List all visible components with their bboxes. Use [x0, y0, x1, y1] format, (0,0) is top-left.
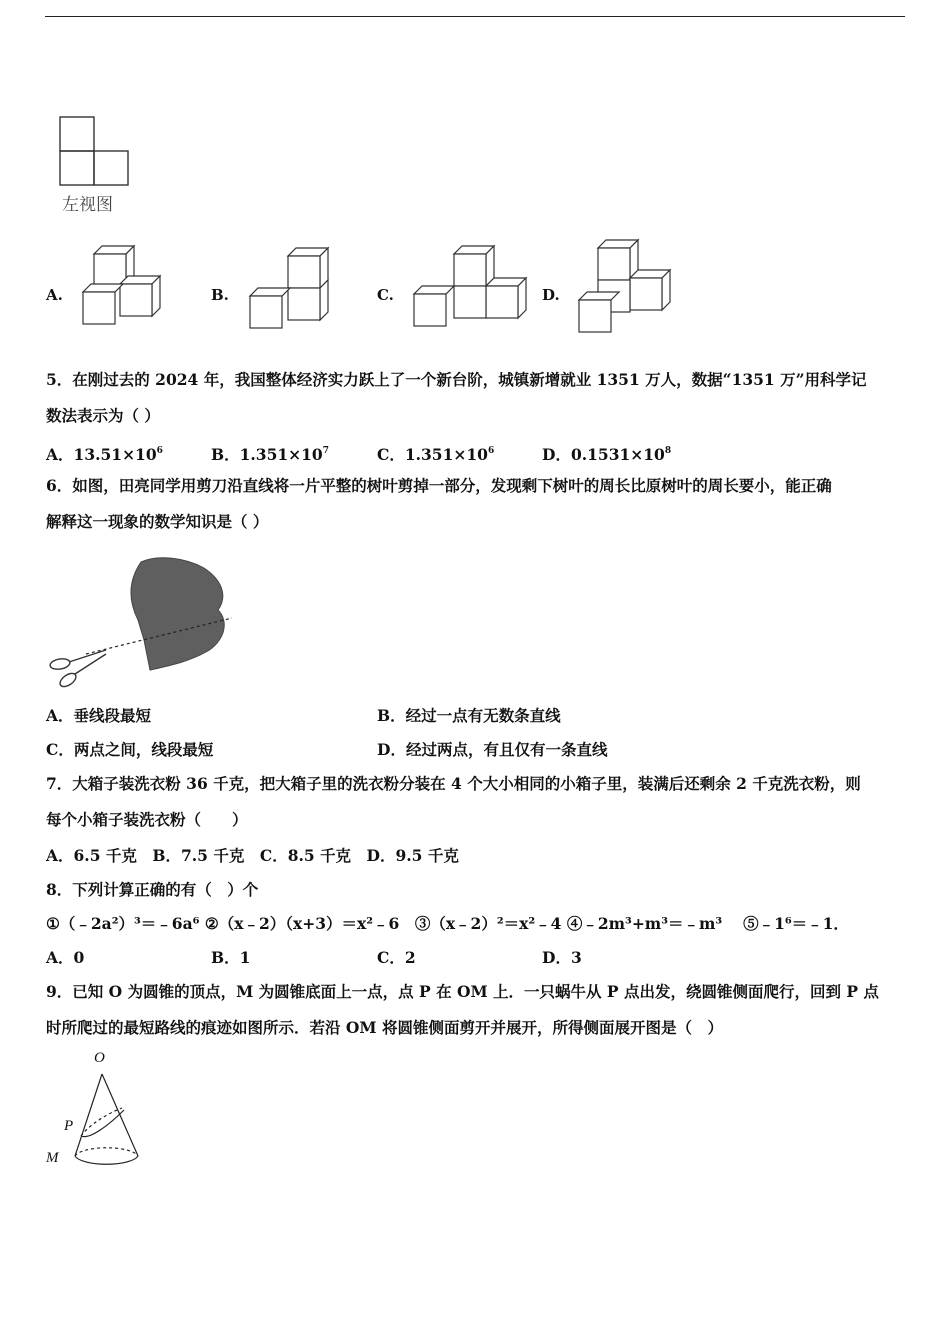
q4-option-a-label: A.	[46, 286, 63, 304]
q4-option-a-figure	[78, 240, 170, 332]
q6-option-a: A．垂线段最短	[46, 706, 152, 725]
cone-label-p: P	[64, 1118, 74, 1134]
q7-options: A．6.5 千克 B．7.5 千克 C．8.5 千克 D．9.5 千克	[46, 846, 459, 865]
scissors-icon	[49, 650, 106, 689]
q8-option-a: A．0	[46, 948, 85, 967]
q7-stem-line1: 7．大箱子装洗衣粉 36 千克，把大箱子里的洗衣粉分装在 4 个大小相同的小箱子里，装满后还剩余 2 千克洗衣粉，则	[46, 774, 861, 793]
q4-option-b-figure	[244, 244, 336, 334]
q8-stem: 8．下列计算正确的有（ ）个	[46, 880, 259, 899]
q4-option-d-figure	[574, 236, 674, 334]
header-rule	[45, 16, 905, 17]
left-view-figure	[55, 112, 135, 192]
q9-stem-line1: 9．已知 O 为圆锥的顶点，M 为圆锥底面上一点，点 P 在 OM 上．一只蜗牛从 P 点出发，绕圆锥侧面爬行，回到 P 点	[46, 982, 879, 1001]
q4-option-c-figure	[409, 242, 529, 332]
q5-option-d: D．$0.1531\times 10^8$	[542, 445, 672, 464]
q4-option-c-label: C.	[377, 286, 394, 304]
q9-stem-line2: 时所爬过的最短路线的痕迹如图所示．若沿 OM 将圆锥侧面剪开并展开，所得侧面展开图是（ ）	[46, 1018, 723, 1037]
leaf-scissors-figure	[46, 552, 236, 692]
q4-option-b-label: B.	[211, 286, 229, 304]
q6-stem-line2: 解释这一现象的数学知识是（ ）	[46, 512, 269, 531]
cone-label-o: O	[94, 1050, 105, 1066]
q5-option-b: B．$1.351\times 10^7$	[211, 445, 329, 464]
q5-stem-line2: 数法表示为（ ）	[46, 406, 160, 425]
left-view-caption: 左视图	[62, 195, 113, 215]
q8-option-b: B．1	[211, 948, 251, 967]
cone-label-m: M	[46, 1150, 59, 1166]
q4-option-d-label: D.	[542, 286, 560, 304]
q5-stem-line1: 5．在刚过去的 2024 年，我国整体经济实力跃上了一个新台阶，城镇新增就业 1351 万人，数据“1351 万”用科学记	[46, 370, 867, 389]
leaf-shape	[131, 558, 224, 670]
q6-stem-line1: 6．如图，田亮同学用剪刀沿直线将一片平整的树叶剪掉一部分，发现剩下树叶的周长比原树叶的周长要小，能正确	[46, 476, 832, 495]
cone-figure	[60, 1066, 150, 1174]
q8-option-c: C．2	[377, 948, 416, 967]
q6-option-b: B．经过一点有无数条直线	[377, 706, 561, 725]
q8-items: ①（﹣2a²）³＝﹣6a⁶ ②（x﹣2）（x+3）＝x²﹣6 ③（x﹣2）²＝x²﹣4 ④﹣2m³+m³＝﹣m³ ⑤﹣1⁶＝﹣1．	[46, 914, 849, 933]
q6-option-d: D．经过两点，有且仅有一条直线	[377, 740, 608, 759]
q5-option-c: C．$1.351\times 10^6$	[377, 445, 495, 464]
q6-option-c: C．两点之间，线段最短	[46, 740, 214, 759]
q5-option-a: A．$13.51\times 10^6$	[46, 445, 163, 464]
q8-option-d: D．3	[542, 948, 582, 967]
q7-stem-line2: 每个小箱子装洗衣粉（ ）	[46, 810, 248, 829]
